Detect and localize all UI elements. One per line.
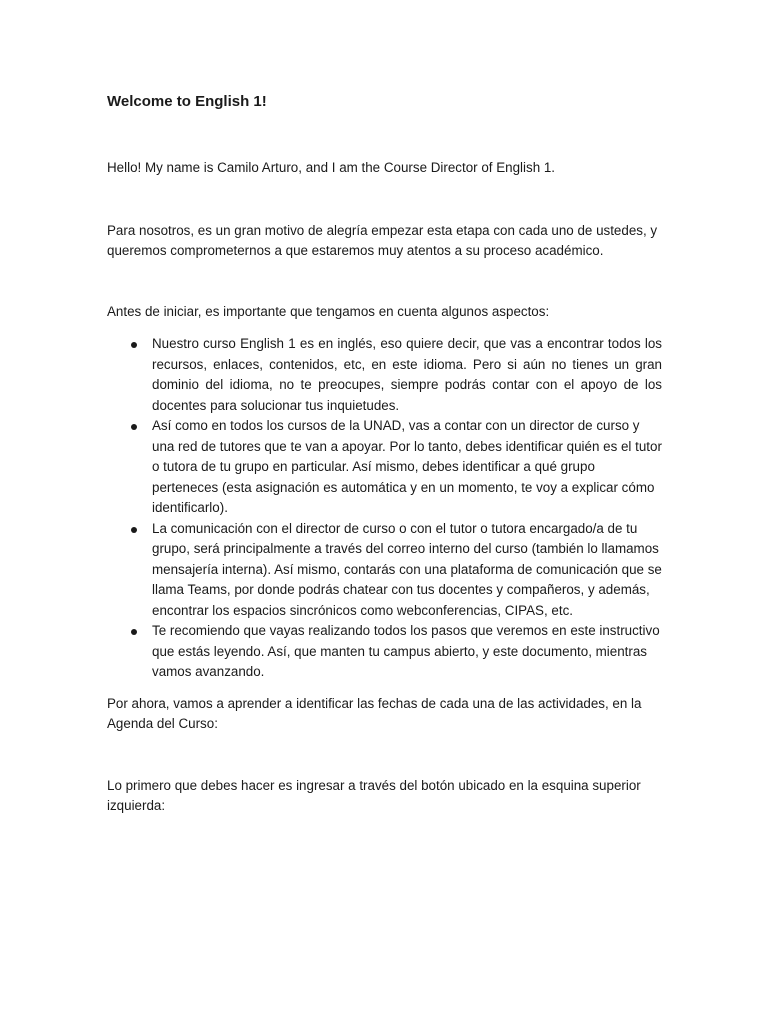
bullet-icon [131,527,137,533]
aspects-list [107,334,662,683]
bullet-icon [131,342,137,348]
intro-paragraph: Hello! My name is Camilo Arturo, and I am the Course Director of English 1. [107,160,556,175]
agenda-paragraph: Por ahora, vamos a aprender a identificar las fechas de cada una de las actividades, en la Agenda del Curso: [107,695,642,731]
instruction-paragraph: Lo primero que debes hacer es ingresar a través del botón ubicado en la esquina superior izquierda: [107,777,641,813]
list-item-text: Nuestro curso English 1 es en inglés, eso quiere decir, que vas a encontrar todos los recursos, enlaces, contenidos, etc, en este idioma. Pero si aún no tienes un gran dominio del idioma, no te preocupes, siempre podrás contar con el apoyo de los docentes para solucionar tus inquietudes. [152,336,662,413]
list-item-text: La comunicación con el director de curso o con el tutor o tutora encargado/a de tu grupo, será principalmente a través del correo interno del curso (también lo llamamos mensajería interna). Así mismo, contarás con una plataforma de comunicación que se llama Teams, por donde podrás chatear con tus docentes y compañeros, y además, encontrar los espacios sincrónicos como webconferencias, CIPAS, etc. [152,520,662,618]
list-item-text: Así como en todos los cursos de la UNAD, vas a contar con un director de curso y una red de tutores que te van a apoyar. Por lo tanto, debes identificar quién es el tutor o tutora de tu grupo en particular. Así mismo, debes identificar a qué grupo perteneces (esta asignación es automática y en un momento, te voy a explicar cómo identificarlo). [152,418,662,515]
document-title: Welcome to English 1! [107,93,267,110]
list-item-text: Te recomiendo que vayas realizando todos los pasos que veremos en este instructivo que estás leyendo. Así, que manten tu campus abierto, y este documento, mientras vamos avanzando. [152,623,660,679]
list-item [107,334,662,416]
bullet-icon [131,424,137,430]
list-item [107,621,662,683]
welcome-paragraph: Para nosotros, es un gran motivo de alegría empezar esta etapa con cada uno de ustedes, y queremos comprometernos a que estaremos muy atentos a su proceso académico. [107,222,658,258]
bullet-icon [131,629,137,635]
aspects-intro-paragraph: Antes de iniciar, es importante que tengamos en cuenta algunos aspectos: [107,303,550,319]
list-item [107,416,662,519]
list-item [107,519,662,622]
